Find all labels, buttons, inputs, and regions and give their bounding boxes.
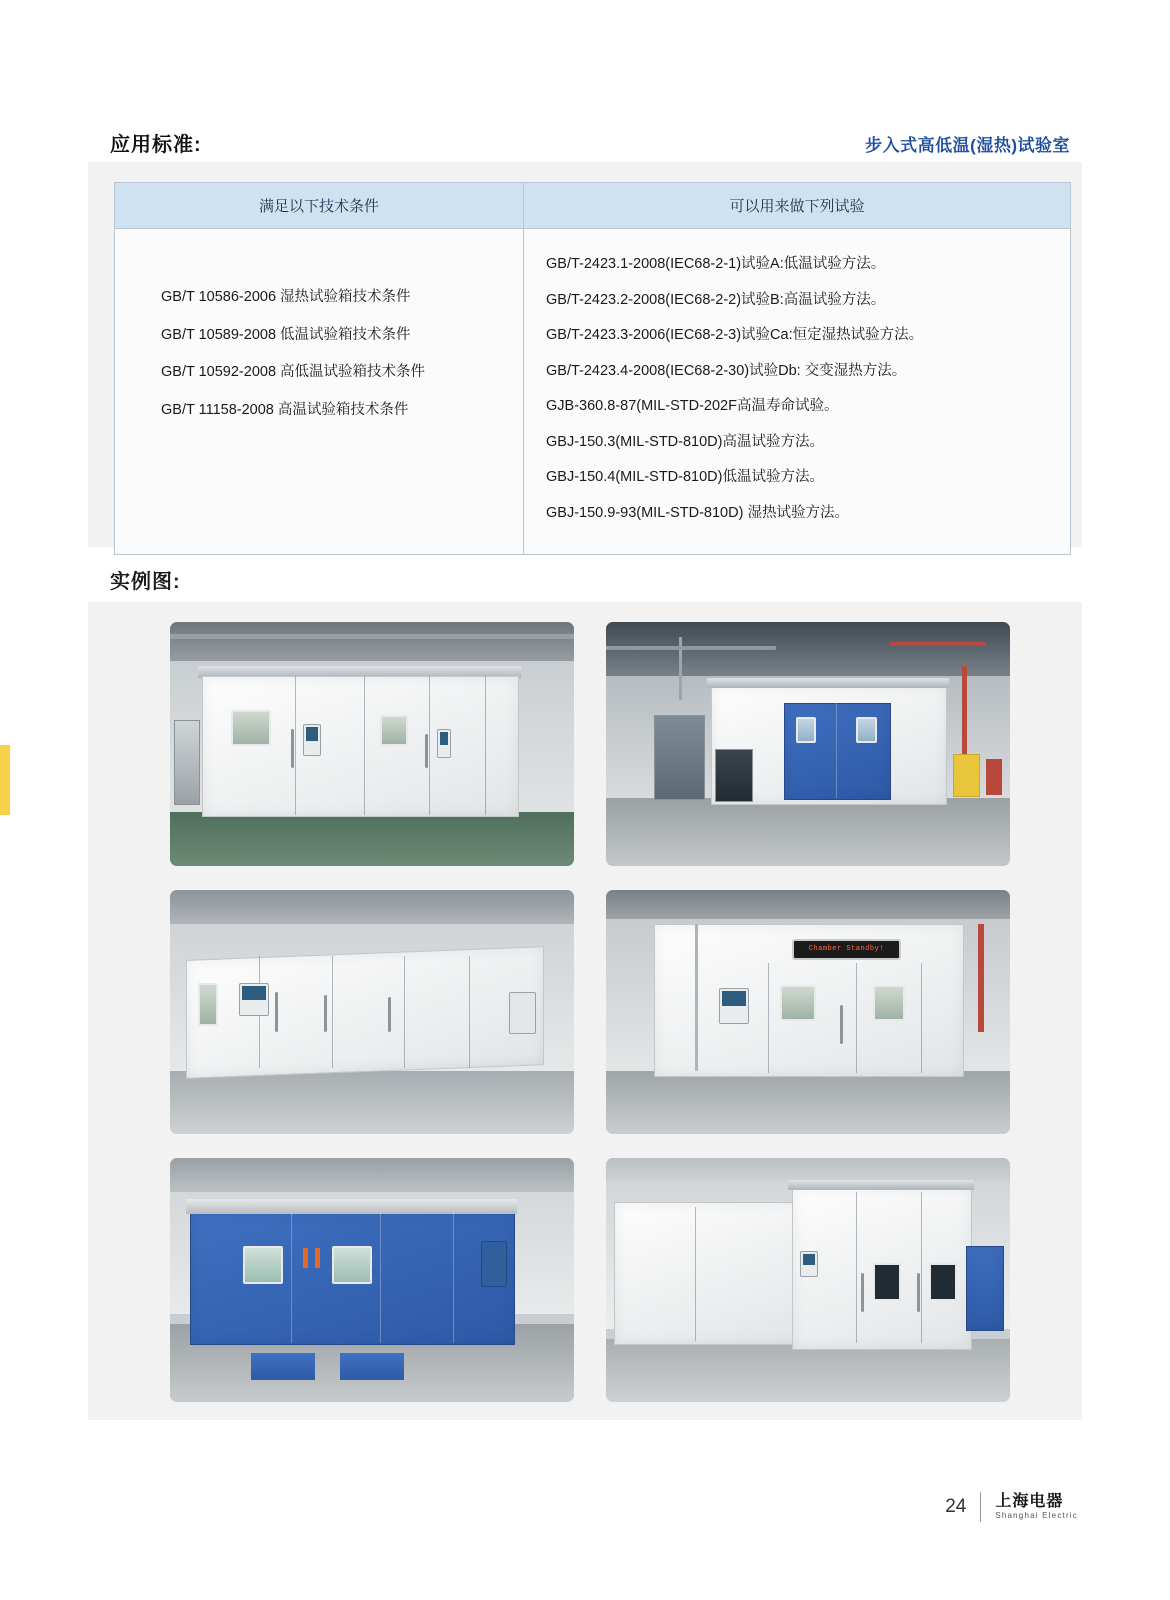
section-title-standards: 应用标准: xyxy=(110,134,202,156)
logo-text-cn: 上海电器 xyxy=(995,1493,1064,1511)
page-footer xyxy=(945,1492,1078,1522)
list-item: GB/T-2423.1-2008(IEC68-2-1)试验A:低温试验方法。 xyxy=(546,256,886,272)
list-item: GJB-360.8-87(MIL-STD-202F高温寿命试验。 xyxy=(546,398,839,415)
logo-text-en: Shanghai Electric xyxy=(995,1510,1078,1520)
list-item: GB/T 11158-2008 高温试验箱技术条件 xyxy=(161,401,409,418)
list-item: GB/T-2423.4-2008(IEC68-2-30)试验Db: 交变湿热方法。 xyxy=(546,362,907,379)
company-logo xyxy=(995,1494,1078,1520)
cell-conditions xyxy=(115,229,524,555)
column-header-tests: 可以用来做下列试验 xyxy=(524,183,1071,229)
page-header xyxy=(110,128,1070,157)
list-item: GB/T 10586-2006 湿热试验箱技术条件 xyxy=(161,289,411,305)
list-item: GB/T 10589-2008 低温试验箱技术条件 xyxy=(161,326,411,343)
section-title-examples: 实例图: xyxy=(110,571,181,593)
footer-divider xyxy=(980,1492,981,1522)
list-item: GBJ-150.4(MIL-STD-810D)低温试验方法。 xyxy=(546,469,824,486)
list-item: GB/T 10592-2008 高低温试验箱技术条件 xyxy=(161,364,426,381)
cell-tests xyxy=(524,229,1071,555)
photo-white-double-chamber-workshop xyxy=(170,622,574,866)
led-sign: Chamber Standby! xyxy=(792,939,901,960)
photo-long-white-chamber-control-panel xyxy=(170,890,574,1134)
column-header-conditions: 满足以下技术条件 xyxy=(115,183,524,229)
list-item: GB/T-2423.3-2006(IEC68-2-3)试验Ca:恒定湿热试验方法。 xyxy=(546,327,924,344)
page-number: 24 xyxy=(945,1496,967,1517)
photo-blue-door-chamber-plant xyxy=(606,622,1010,866)
list-item: GBJ-150.9-93(MIL-STD-810D) 湿热试验方法。 xyxy=(546,504,849,521)
table-header-row xyxy=(115,183,1071,229)
table-body-row xyxy=(115,229,1071,555)
photo-white-chamber-led-sign xyxy=(606,890,1010,1134)
photo-blue-chamber-with-ramp xyxy=(170,1158,574,1402)
product-title: 步入式高低温(湿热)试验室 xyxy=(865,136,1070,155)
standards-table xyxy=(114,182,1071,555)
example-image-gallery xyxy=(170,622,1010,1402)
list-item: GBJ-150.3(MIL-STD-810D)高温试验方法。 xyxy=(546,433,824,450)
list-item: GB/T-2423.2-2008(IEC68-2-2)试验B:高温试验方法。 xyxy=(546,291,886,308)
photo-white-chamber-indoor xyxy=(606,1158,1010,1402)
page-edge-tab xyxy=(0,745,10,815)
